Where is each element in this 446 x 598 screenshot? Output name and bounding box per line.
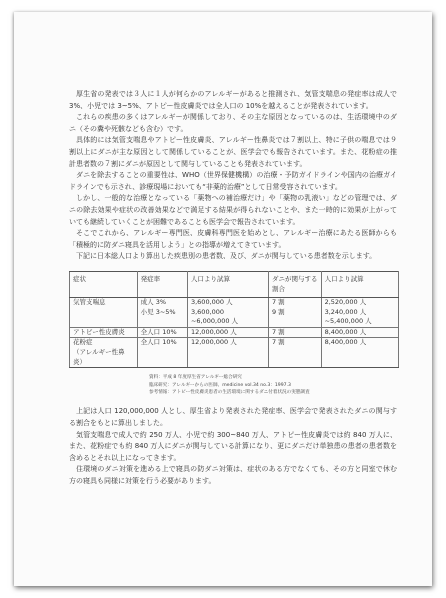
source-line: 参考情報：アトピー性皮膚炎患者の生活環境に関するダニ付着状況の実態調査 [149,390,310,396]
rate-cell: 小児 3~5% [137,308,187,318]
estimate-cell: 3,240,000 人 [321,308,398,318]
header-estimate: 人口より試算 [321,271,398,297]
source-notes [149,374,397,396]
symptom-cell [70,317,138,327]
estimate-cell: 2,520,000 人 [321,298,398,308]
table-row [70,317,399,327]
document-body [69,89,397,488]
population-cell: ~6,000,000 人 [187,317,268,327]
mite-ratio-cell [268,348,321,368]
header-symptom: 症状 [70,271,138,297]
population-cell: 12,000,000 人 [187,338,268,348]
estimate-cell [321,348,398,368]
header-mite-ratio: ダニが関与する割合 [268,271,321,297]
table-row [70,348,399,368]
estimate-cell: 8,400,000 人 [321,327,398,338]
rate-cell: 全人口 10% [137,338,187,348]
header-population: 人口より試算 [187,271,268,297]
population-cell [187,348,268,368]
mite-ratio-cell [268,317,321,327]
table-row [70,327,399,338]
paragraph: しかし、一般的な治療となっている「薬物への補治療だけ」や「薬物の乳液い」などの管理では、ダニの除去効果や症状の改善効果などで満足する結果が得られないことや、また一時的に効果が上がっていても継続していくことが困難であることも医学会で報告されています。 [69,194,397,226]
paragraph: 厚生省の発表では３人に１人が何らかのアレルギーがあると推測され、気管支喘息の発症率は成人で 3%、小児では 3~5%、アトピー性皮膚炎では全人口の 10%を越えることが発表されています。 [69,90,397,110]
summary-section [69,406,397,487]
source-line: 臨床研究：アレルギーからの医師、medicine vol.34 no.3：1997.3 [149,382,291,388]
paragraph: 上記は人口 120,000,000 人とし、厚生省より発表された発症率、医学会で発表されたダニの関与する割合をもとに算出しました。 [69,407,397,428]
paragraph: 具体的には気管支喘息やアトピー性皮膚炎、アレルギー性鼻炎では７割以上、特に子供の喘息では９割以上にダニが主な原因として関係していることが、医学会でも報告されています。また、花粉症の推計患者数の７割にダニが原因として関与していることも発表されています。 [69,136,397,168]
patient-estimate-table [69,271,399,368]
paragraph: 下記に日本総人口より算出した疾患別の患者数、及び、ダニが関与している患者数を示します。 [76,252,377,261]
paragraph: そこでこれから、アレルギー専門医、皮膚科専門医を始めとし、アレルギー治療にあたる医師からも「積極的に防ダニ寝具を活用しよう」との指導が増えてきています。 [69,229,397,249]
intro-section [69,89,397,263]
table-row [70,298,399,308]
population-cell: 3,600,000 人 [187,298,268,308]
mite-ratio-cell: 7 割 [268,298,321,308]
population-cell: 12,000,000 人 [187,327,268,338]
header-rate: 発症率 [137,271,187,297]
estimate-cell: 8,400,000 人 [321,338,398,348]
estimate-cell: ~5,400,000 人 [321,317,398,327]
rate-cell: 全人口 10% [137,327,187,338]
rate-cell [137,317,187,327]
paragraph: これらの疾患の多くはアレルギーが関係しており、その主な原因となっているのは、生活環境中のダニ（その糞や死骸なども含む）です。 [69,113,397,133]
document-page [14,12,432,586]
symptom-cell: （アレルギー性鼻炎） [70,348,138,368]
rate-cell: 成人 3% [137,298,187,308]
paragraph: 気管支喘息で成人で約 250 万人、小児で約 300~840 万人、アトピー性皮膚炎では約 840 万人に、また、花粉症でも約 840 万人にダニが関与している計算になり、更にダニだけ単独患の患者の患者数を含めるとそれ以上になってきます。 [69,430,397,462]
paragraph: 住環境のダニ対策を進める上で寝具の防ダニ対策は、症状のある方でなくても、その方と同室で休む方の寝具も同様に対策を行う必要があります。 [69,465,397,486]
paragraph: ダニを除去することの重要性は、WHO（世界保健機構）の治療・予防ガイドラインや国内の治療ガイドラインでも示され、診療現場においても“非薬的治療”として日常受容されています。 [69,171,397,191]
symptom-cell: アトピー性皮膚炎 [70,327,138,338]
symptom-cell [70,308,138,318]
rate-cell [137,348,187,368]
mite-ratio-cell: 7 割 [268,338,321,348]
mite-ratio-cell: 9 割 [268,308,321,318]
table-header-row [70,271,399,297]
symptom-cell: 花粉症 [70,338,138,348]
source-line: 資料：平成 8 年度厚生省アレルギー総合研究 [149,375,242,381]
table-row [70,308,399,318]
symptom-cell: 気管支喘息 [70,298,138,308]
mite-ratio-cell: 7 割 [268,327,321,338]
table-row [70,338,399,348]
population-cell: 3,600,000 [187,308,268,318]
